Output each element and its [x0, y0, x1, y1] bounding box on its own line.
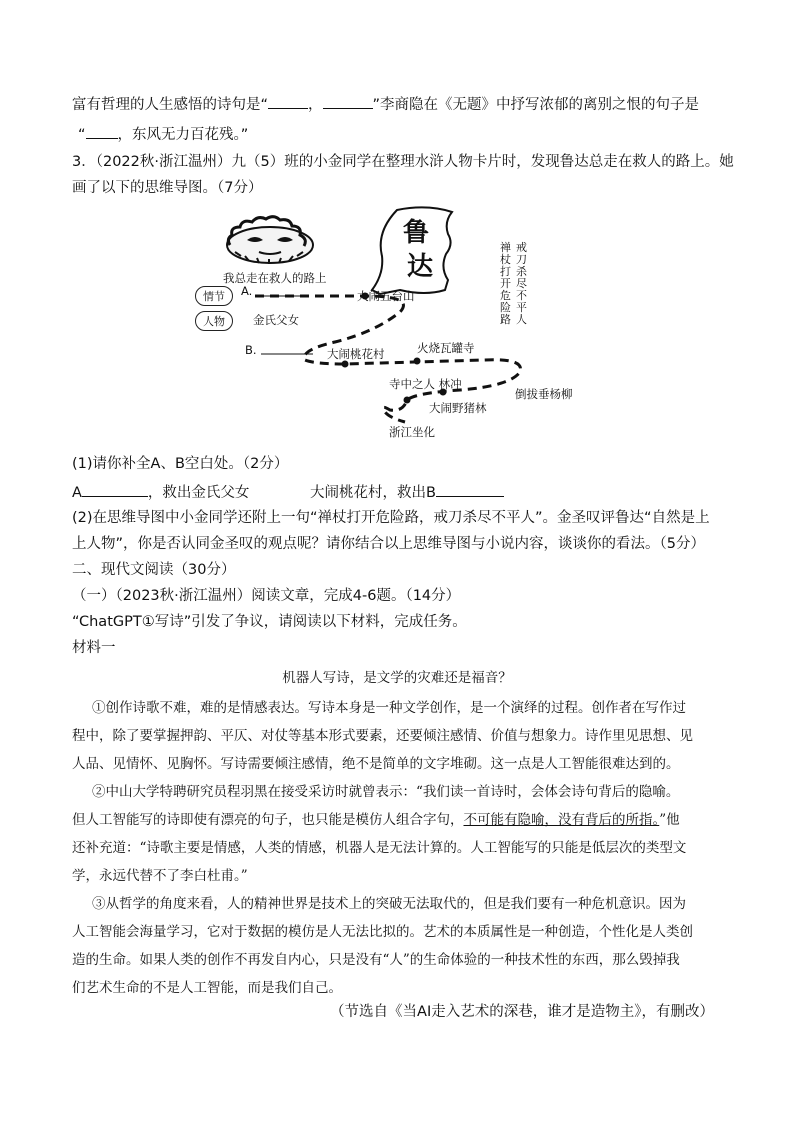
paragraph-2-line-1: ②中山大学特聘研究员程羽黑在接受采访时就曾表示：“我们读一首诗时，会体会诗句背后的隐喻。 — [92, 784, 680, 800]
text-fragment: 富有哲理的人生感悟的诗句是“ — [72, 97, 269, 113]
fill-b-text: 大闹桃花村，救出B — [310, 485, 436, 501]
text-fragment: “ — [78, 127, 86, 143]
paragraph-1-line-3: 人品、见情怀、见胸怀。写诗需要倾注感情，绝不是简单的文字堆砌。这一点是人工智能很难达到的。 — [72, 756, 680, 772]
sub-question-1: (1)请你补全A、B空白处。（2分） — [72, 456, 289, 472]
answer-blank — [268, 94, 308, 109]
text-line-1 — [72, 94, 699, 115]
node-lingchong: 寺中之人 林冲 — [389, 377, 462, 391]
text-fragment: 但人工智能写的诗即使有漂亮的句子，也只能是模仿人组合字句， — [72, 812, 464, 828]
part-heading: （一）（2023秋·浙江温州）阅读文章，完成4-6题。（14分） — [72, 588, 461, 604]
fill-in-line-b — [310, 482, 504, 503]
node-wutaishan: 大闹五台山 — [357, 289, 415, 303]
name-char-da: 达 — [407, 252, 434, 282]
fill-in-line — [72, 482, 249, 503]
name-char-lu: 鲁 — [403, 218, 430, 248]
node-zuohua: 浙江坐化 — [389, 425, 435, 439]
paragraph-2-line-4: 学，永远代替不了李白杜甫。” — [72, 868, 248, 884]
text-fragment: ，东风无力百花残。” — [117, 127, 249, 143]
underlined-text: 不可能有隐喻，没有背后的所指。 — [463, 812, 660, 828]
legend-plot-badge: 情节 — [195, 286, 233, 306]
paragraph-1-line-1: ①创作诗歌不难，难的是情感表达。写诗本身是一种文学创作，是一个演绎的过程。创作者在写作过 — [92, 700, 686, 716]
paragraph-2-line-3: 还补充道：“诗歌主要是情感，人类的情感，机器人是无法计算的。人工智能写的只能是低层次的类型文 — [72, 840, 687, 856]
answer-blank — [86, 124, 118, 139]
sub-question-2-line-1: (2)在思维导图中小金同学还附上一句“禅杖打开危险路，戒刀杀尽不平人”。金圣叹评鲁达“自然是上 — [72, 510, 710, 526]
node-waguansi: 火烧瓦罐寺 — [417, 341, 475, 355]
node-chuiyangliu: 倒拔垂杨柳 — [515, 387, 573, 401]
text-fragment: ”李商隐在《无题》中抒写浓郁的离别之恨的句子是 — [372, 97, 700, 113]
paragraph-1-line-2: 程中，除了要掌握押韵、平仄、对仗等基本形式要素，还要倾注感情、价值与想象力。诗作里见思想、见 — [72, 728, 693, 744]
article-title: 机器人写诗，是文学的灾难还是福音？ — [282, 670, 512, 686]
node-yezhulin: 大闹野猪林 — [429, 401, 487, 415]
mind-map-drawing — [185, 200, 605, 445]
answer-blank-b — [436, 482, 504, 497]
motto-column-2: 戒刀杀尽不平人 — [516, 241, 527, 326]
paragraph-3-line-4: 们艺术生命的不是人工智能，而是我们自己。 — [72, 980, 342, 996]
fill-a-text: ，救出金氏父女 — [147, 485, 250, 501]
paragraph-3-line-1: ③从哲学的角度来看，人的精神世界是技术上的突破无法取代的，但是我们要有一种危机意识。因为 — [92, 896, 686, 912]
node-jinshi: 金氏父女 — [253, 313, 299, 327]
source-note: （节选自《当AI走入艺术的深巷，谁才是造物主》，有删改） — [330, 1004, 714, 1020]
node-taohuacun: 大闹桃花村 — [327, 347, 385, 361]
chatgpt-intro: “ChatGPT①写诗”引发了争议，请阅读以下材料，完成任务。 — [72, 614, 467, 630]
question-3-line-1: 3．（2022秋·浙江温州）九（5）班的小金同学在整理水浒人物卡片时，发现鲁达总走在救人的路上。她 — [72, 154, 734, 170]
mind-map-diagram — [185, 200, 605, 445]
paragraph-3-line-2: 人工智能会海量学习，它对于数据的模仿是人无法比拟的。艺术的本质属性是一种创造，个性化是人类创 — [72, 924, 693, 940]
text-fragment: ， — [308, 97, 323, 113]
blank-a-label: A — [72, 485, 82, 501]
route-node — [414, 358, 421, 365]
legend-person-badge: 人物 — [195, 311, 233, 331]
head-caption: 我总走在救人的路上 — [223, 271, 327, 285]
paragraph-3-line-3: 造的生命。如果人类的创作不再发自内心，只是没有“人”的生命体验的一种技术性的东西，那么毁掉我 — [72, 952, 680, 968]
paragraph-2-line-2 — [72, 810, 680, 830]
node-a-label: A. — [241, 284, 253, 298]
text-line-2 — [78, 124, 248, 145]
material-label: 材料一 — [72, 640, 116, 656]
character-head-icon — [227, 217, 313, 264]
motto-column-1: 禅杖打开危险路 — [500, 241, 511, 326]
route-node — [404, 397, 411, 404]
sub-question-2-line-2: 上人物”，你是否认同金圣叹的观点呢？请你结合以上思维导图与小说内容，谈谈你的看法。（5分） — [72, 536, 705, 552]
answer-blank-a — [82, 482, 148, 497]
node-b-label: B. — [245, 343, 257, 357]
answer-blank — [323, 94, 373, 109]
section-heading: 二、现代文阅读（30分） — [72, 562, 236, 578]
text-fragment: ”他 — [659, 812, 680, 828]
question-3-line-2: 画了以下的思维导图。（7分） — [72, 180, 263, 196]
